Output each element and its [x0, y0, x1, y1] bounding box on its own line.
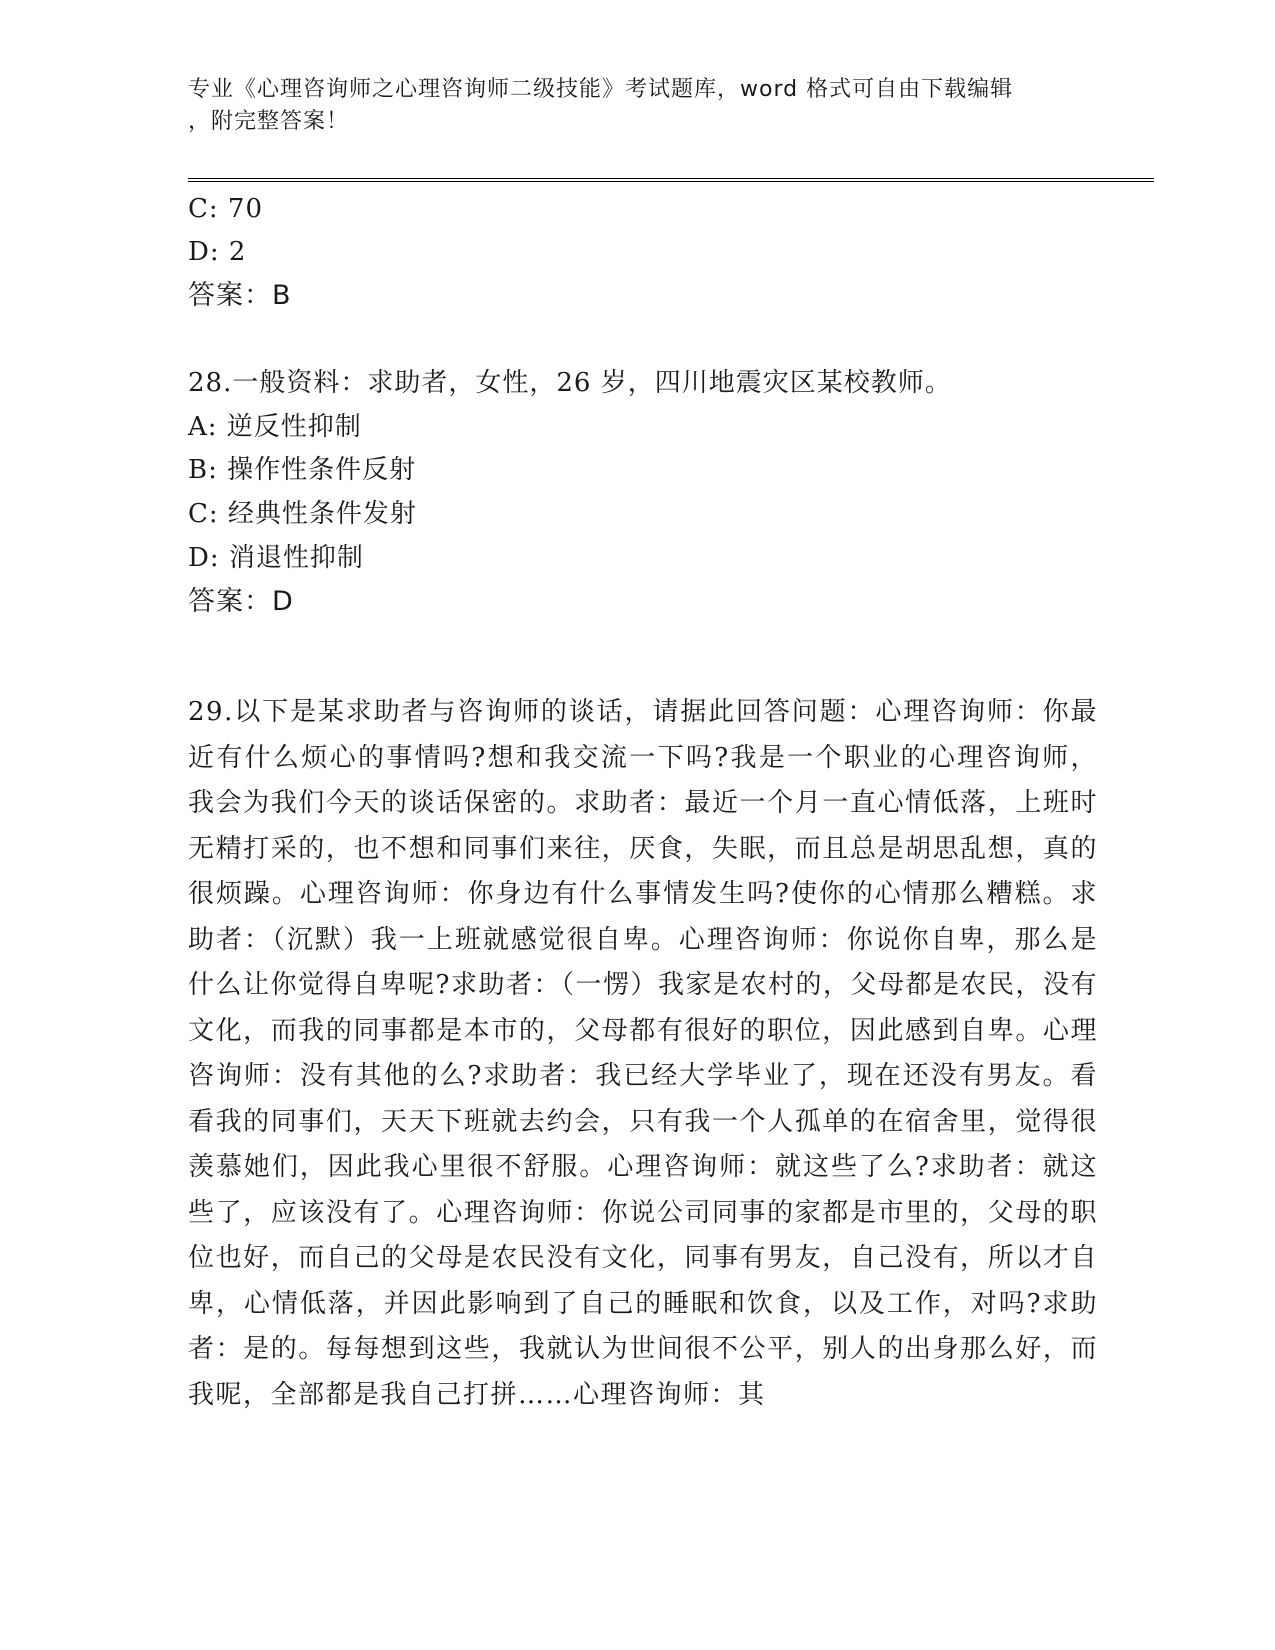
q29-text: 29.以下是某求助者与咨询师的谈话，请据此回答问题：心理咨询师：你最近有什么烦心的事情吗?想和我交流一下吗?我是一个职业的心理咨询师，我会为我们今天的谈话保密的。求助者：最近一个月一直心情低落，上班时无精打采的，也不想和同事们来往，厌食，失眠，而且总是胡思乱想，真的很烦躁。心理咨询师：你身边有什么事情发生吗?使你的心情那么糟糕。求助者：（沉默）我一上班就感觉很自卑。心理咨询师：你说你自卑，那么是什么让你觉得自卑呢?求助者：（一愣）我家是农村的，父母都是农民，没有文化，而我的同事都是本市的，父母都有很好的职位，因此感到自卑。心理咨询师：没有其他的么?求助者：我已经大学毕业了，现在还没有男友。看看我的同事们，天天下班就去约会，只有我一个人孤单的在宿舍里，觉得很羡慕她们，因此我心里很不舒服。心理咨询师：就这些了么?求助者：就这些了，应该没有了。心理咨询师：你说公司同事的家都是市里的，父母的职位也好，而自己的父母是农民没有文化，同事有男友，自己没有，所以才自卑，心情低落，并因此影响到了自己的睡眠和饮食，以及工作，对吗?求助者：是的。每每想到这些，我就认为世间很不公平，别人的出身那么好，而我呢，全部都是我自己打拼……心理咨询师：其	[188, 697, 1098, 1410]
q27-option-d: D: 2	[188, 237, 247, 267]
header-line-2: ，附完整答案！	[188, 109, 350, 134]
q27-answer: 答案：B	[188, 280, 292, 311]
q28-option-d: D: 消退性抑制	[188, 543, 364, 573]
page-header	[188, 74, 1068, 138]
header-divider	[188, 178, 1154, 182]
q28-option-c: C: 经典性条件发射	[188, 499, 417, 529]
q28-answer: 答案：D	[188, 586, 294, 617]
q27-option-c: C: 70	[188, 194, 264, 224]
header-line-1: 专业《心理咨询师之心理咨询师二级技能》考试题库，word 格式可自由下载编辑	[188, 77, 1014, 102]
q28-stem: 28.一般资料：求助者，女性，26 岁，四川地震灾区某校教师。	[188, 368, 952, 398]
q28-option-b: B: 操作性条件反射	[188, 455, 417, 485]
q28-option-a: A: 逆反性抑制	[188, 412, 362, 442]
